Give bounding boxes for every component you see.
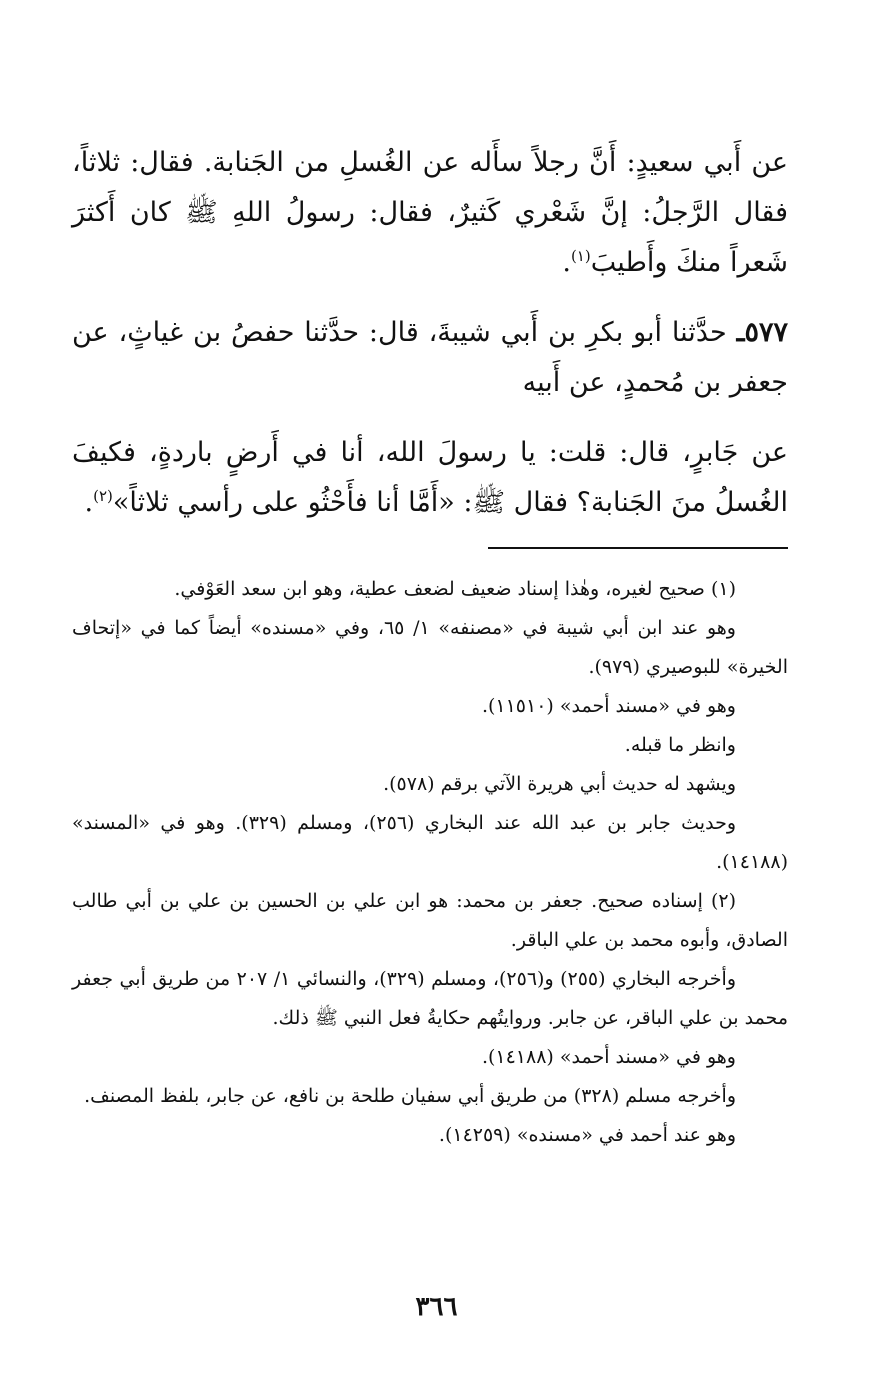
- footnote-separator: [488, 547, 788, 549]
- footnote-2-line: وهو في «مسند أحمد» (١٤١٨٨).: [481, 1046, 736, 1068]
- footnote-1-line: وهو عند ابن أبي شيبة في «مصنفه» ١/ ٦٥، وفي «مسنده» أيضاً كما في «إتحاف الخيرة» للبوصيري (٩٧٩).: [72, 617, 788, 678]
- footnote-1-line: وهو في «مسند أحمد» (١١٥١٠).: [481, 695, 736, 717]
- footnote-2-line: وأخرجه مسلم (٣٢٨) من طريق أبي سفيان طلحة بن نافع، عن جابر، بلفظ المصنف.: [84, 1085, 736, 1107]
- hadith-577-isnad: [72, 308, 788, 408]
- footnote-2-line: (٢) إسناده صحيح. جعفر بن محمد: هو ابن علي بن الحسين بن علي بن أبي طالب الصادق، وأبوه محمد بن علي الباقر.: [72, 890, 788, 951]
- isnad-text: حدَّثنا أبو بكرِ بن أَبي شيبةَ، قال: حدَّثنا حفصُ بن غياثٍ، عن جعفر بن مُحمدٍ، عن أَبيه: [72, 317, 788, 398]
- page-number: ٣٦٦: [415, 1292, 458, 1322]
- footnote-1-line: وانظر ما قبله.: [624, 734, 736, 756]
- paragraph-3-end: .: [84, 487, 94, 518]
- hadith-paragraph-1: [72, 138, 788, 288]
- page-body: [72, 138, 788, 1146]
- footnote-ref-1[interactable]: (١): [570, 247, 591, 265]
- paragraph-1-text: عن أَبي سعيدٍ: أَنَّ رجلاً سأَله عن الغُسلِ من الجَنابة. فقال: ثلاثاً، فقال الرَّجلُ: إنَّ شَعْري كَثيرٌ، فقال: رسولُ اللهِ ﷺ كان أَكثرَ شَعراً منكَ وأَطيبَ: [72, 147, 788, 278]
- footnote-2-line: وأخرجه البخاري (٢٥٥) و(٢٥٦)، ومسلم (٣٢٩)، والنسائي ١/ ٢٠٧ من طريق أبي جعفر محمد بن علي الباقر، عن جابر. وروايتُهم حكايةُ فعل النبي ﷺ ذلك.: [72, 968, 788, 1029]
- footnote-2-line: وهو عند أحمد في «مسنده» (١٤٢٥٩).: [438, 1124, 736, 1146]
- footnotes: [72, 570, 788, 1155]
- footnote-1-line: (١) صحيح لغيره، وهٰذا إسناد ضعيف لضعف عطية، وهو ابن سعد العَوْفي.: [174, 578, 736, 600]
- footnote-ref-2[interactable]: (٢): [93, 487, 113, 505]
- hadith-paragraph-3: [72, 428, 788, 528]
- paragraph-3-text: عن جَابرٍ، قال: قلت: يا رسولَ الله، أنا في أَرضٍ باردةٍ، فكيفَ الغُسلُ منَ الجَنابة؟ فقال ﷺ: «أَمَّا أنا فأَحْثُو على رأسي ثلاثاً»: [72, 437, 788, 518]
- hadith-number: ٥٧٧ـ: [736, 317, 788, 348]
- footnote-1-line: وحديث جابر بن عبد الله عند البخاري (٢٥٦)، ومسلم (٣٢٩). وهو في «المسند» (١٤١٨٨).: [72, 812, 788, 873]
- paragraph-1-end: .: [562, 247, 571, 278]
- main-text: [72, 138, 788, 528]
- footnote-1-line: ويشهد له حديث أبي هريرة الآتي برقم (٥٧٨).: [383, 773, 736, 795]
